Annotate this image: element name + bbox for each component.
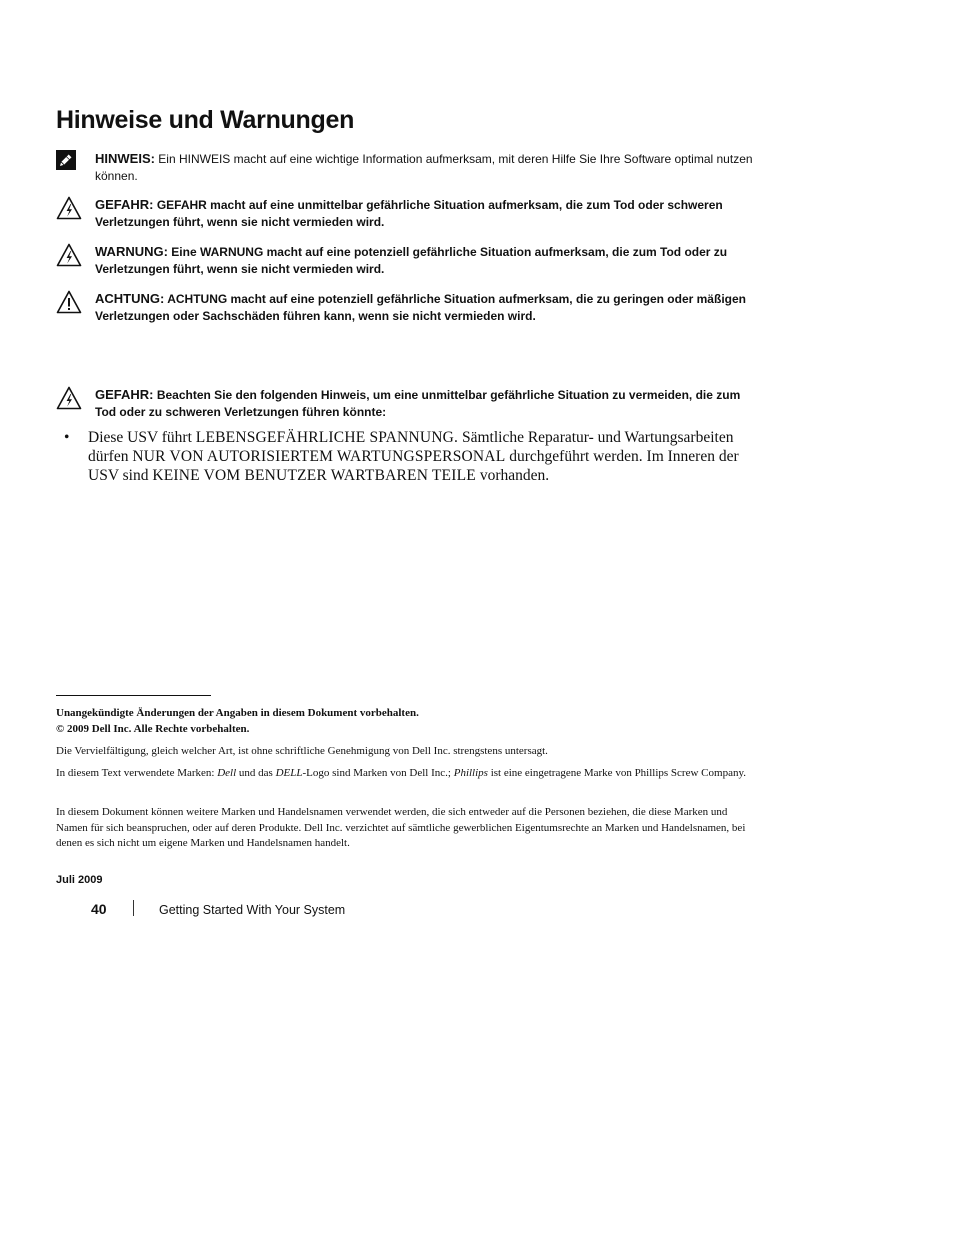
page-title: Hinweise und Warnungen — [56, 106, 355, 134]
note-gefahr-safety — [56, 386, 756, 421]
footnote-divider — [56, 695, 211, 696]
note-gefahr — [56, 196, 756, 231]
bullet-emphasis: LEBENSGEFÄHRLICHE SPANNUNG. — [195, 429, 459, 446]
footnote-copyright: © 2009 Dell Inc. Alle Rechte vorbehalten. — [56, 722, 250, 735]
footnote-line: Unangekündigte Änderungen der Angaben in diesem Dokument vorbehalten. — [56, 707, 419, 719]
footnote-text-part: und das — [236, 767, 276, 779]
footnote-changes — [56, 706, 756, 737]
bullet-emphasis: NUR VON AUTORISIERTEM WARTUNGSPERSONAL — [132, 448, 506, 465]
bullet-marker: • — [64, 429, 70, 446]
safety-bullet-item — [64, 428, 754, 485]
bullet-text — [88, 428, 754, 485]
note-text — [95, 150, 756, 185]
footer-doc-title: Getting Started With Your System — [159, 903, 346, 917]
note-body: Beachten Sie den folgenden Hinweis, um eine unmittelbar gefährliche Situation zu vermeiden, die zum Tod oder zu schweren Verletzungen führen könnte: — [95, 388, 741, 419]
electrical-hazard-icon — [56, 196, 82, 220]
caution-exclamation-icon — [56, 290, 82, 314]
note-body: Ein HINWEIS macht auf eine wichtige Information aufmerksam, mit deren Hilfe Sie Ihre Software optimal nutzen können. — [95, 152, 753, 183]
bullet-text-part: vorhanden. — [475, 467, 550, 484]
note-lead: HINWEIS: — [95, 151, 155, 166]
note-text — [95, 243, 756, 278]
publication-date: Juli 2009 — [56, 874, 103, 886]
footnote-text-part: -Logo sind Marken von Dell Inc.; — [302, 767, 454, 779]
note-lead: ACHTUNG: — [95, 291, 165, 306]
note-hinweis — [56, 150, 756, 185]
pencil-note-icon — [56, 150, 82, 174]
note-lead: GEFAHR: — [95, 387, 154, 402]
footnote-reproduction: Die Vervielfältigung, gleich welcher Art, ist ohne schriftliche Genehmigung von Dell Inc. strengstens untersagt. — [56, 745, 548, 757]
trademark-dell-logo: DELL — [275, 767, 303, 779]
bullet-text-part: durchgeführt werden. Im Inneren der USV sind — [88, 448, 739, 484]
bullet-emphasis: KEINE VOM BENUTZER WARTBAREN TEILE — [152, 467, 476, 484]
note-body: GEFAHR macht auf eine unmittelbar gefährliche Situation aufmerksam, die zum Tod oder schweren Verletzungen führt, wenn sie nicht vermieden wird. — [95, 198, 723, 229]
trademark-phillips: Phillips — [453, 767, 488, 779]
footnote-other-marks: In diesem Dokument können weitere Marken und Handelsnamen verwendet werden, die sich entweder auf die Personen beziehen, die diese Marken und Namen für sich beanspruchen, oder auf deren Produkte. Dell Inc. verzichtet auf sämtliche gewerblichen Eigentumsrechte an Marken und Handelsnamen, bei denen es sich nicht um eigene Marken und Handelsnamen handelt. — [56, 806, 746, 849]
note-body: ACHTUNG macht auf eine potenziell gefährliche Situation aufmerksam, die zu geringen oder mäßigen Verletzungen oder Sachschäden führen kann, wenn sie nicht vermieden wird. — [95, 292, 746, 323]
note-body: Eine WARNUNG macht auf eine potenziell gefährliche Situation aufmerksam, die zum Tod oder zu Verletzungen führt, wenn sie nicht vermieden wird. — [95, 245, 728, 276]
footnote-text-part: ist eine eingetragene Marke von Phillips Screw Company. — [487, 767, 746, 779]
note-lead: GEFAHR: — [95, 197, 154, 212]
bullet-text-part: Diese USV führt — [88, 429, 196, 446]
note-text — [95, 386, 756, 421]
note-lead: WARNUNG: — [95, 244, 168, 259]
electrical-hazard-icon — [56, 243, 82, 267]
page-number: 40 — [91, 901, 107, 917]
note-achtung — [56, 290, 756, 325]
note-text — [95, 196, 756, 231]
note-text — [95, 290, 756, 325]
electrical-hazard-icon — [56, 386, 82, 410]
footnote-text-part: In diesem Text verwendete Marken: — [56, 767, 218, 779]
footer-separator — [133, 900, 134, 916]
bullet-text-part: Sämtliche Reparatur- und Wartungsarbeiten dürfen — [88, 429, 734, 465]
footnote-trademarks — [56, 766, 756, 782]
trademark-dell: Dell — [217, 767, 237, 779]
note-warnung — [56, 243, 756, 278]
